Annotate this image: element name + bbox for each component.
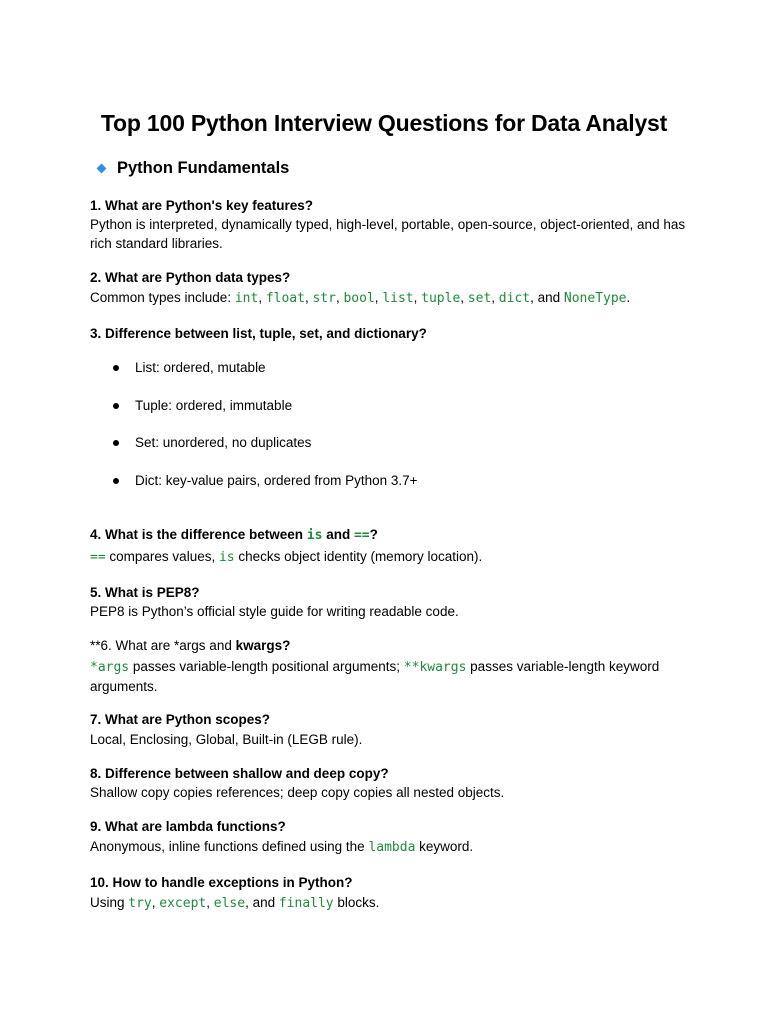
answer-9-prefix: Anonymous, inline functions defined using the bbox=[90, 839, 369, 854]
diamond-icon bbox=[97, 164, 107, 174]
question-5: 5. What is PEP8? bbox=[90, 585, 200, 600]
code-int: int bbox=[234, 291, 259, 306]
list-item bbox=[113, 360, 266, 375]
list-item-text: Set: unordered, no duplicates bbox=[135, 435, 312, 450]
separator-and: , and bbox=[530, 290, 564, 305]
code-else: else bbox=[213, 896, 246, 911]
separator: , bbox=[304, 290, 313, 305]
code-finally: finally bbox=[278, 896, 334, 911]
answer-4-text-2: checks object identity (memory location). bbox=[234, 549, 483, 564]
section-heading-label: Python Fundamentals bbox=[117, 159, 290, 177]
list-item-text: List: ordered, mutable bbox=[135, 360, 266, 375]
question-10: 10. How to handle exceptions in Python? bbox=[90, 875, 353, 890]
answer-6-text-2: passes variable-length keyword arguments. bbox=[90, 659, 660, 694]
answer-10-prefix: Using bbox=[90, 895, 129, 910]
question-4 bbox=[90, 527, 378, 543]
answer-6 bbox=[90, 657, 690, 696]
question-7: 7. What are Python scopes? bbox=[90, 712, 271, 727]
list-item bbox=[113, 398, 292, 413]
separator: , bbox=[413, 290, 422, 305]
question-4-end: ? bbox=[369, 527, 378, 542]
question-8: 8. Difference between shallow and deep copy? bbox=[90, 766, 389, 781]
code-is: is bbox=[218, 550, 235, 565]
code-args: *args bbox=[90, 660, 130, 675]
answer-2 bbox=[90, 288, 690, 308]
code-list: list bbox=[382, 291, 414, 306]
list-item-text: Tuple: ordered, immutable bbox=[135, 398, 293, 413]
answer-10 bbox=[90, 893, 690, 913]
list-item bbox=[113, 435, 311, 450]
question-4-mid: and bbox=[322, 527, 354, 542]
separator: , bbox=[491, 290, 499, 305]
answer-1: Python is interpreted, dynamically typed, high-level, portable, open-source, object-oriented, and has rich standard libraries. bbox=[90, 217, 686, 251]
code-set: set bbox=[467, 291, 492, 306]
answer-5: PEP8 is Python’s official style guide for writing readable code. bbox=[90, 604, 459, 619]
separator: , bbox=[335, 290, 344, 305]
list-item bbox=[113, 473, 418, 488]
list-item-text: Dict: key-value pairs, ordered from Python 3.7+ bbox=[135, 473, 418, 488]
separator: , bbox=[258, 290, 266, 305]
code-nonetype: NoneType bbox=[563, 291, 627, 306]
bullet-dot-icon bbox=[113, 478, 119, 484]
code-str: str bbox=[312, 291, 336, 306]
answer-7: Local, Enclosing, Global, Built-in (LEGB rule). bbox=[90, 732, 363, 747]
code-equals: == bbox=[90, 550, 106, 565]
code-float: float bbox=[265, 291, 305, 306]
question-2: 2. What are Python data types? bbox=[90, 270, 291, 285]
question-3: 3. Difference between list, tuple, set, and dictionary? bbox=[90, 326, 427, 341]
answer-9 bbox=[90, 837, 690, 857]
question-1: 1. What are Python's key features? bbox=[90, 198, 314, 213]
question-6-bold: kwargs? bbox=[235, 638, 291, 653]
code-except: except bbox=[159, 896, 207, 911]
answer-9-suffix: keyword. bbox=[415, 839, 474, 854]
separator: , bbox=[374, 290, 383, 305]
question-4-prefix: 4. What is the difference between bbox=[90, 527, 307, 542]
answer-4-text-1: compares values, bbox=[105, 549, 219, 564]
answer-6-text-1: passes variable-length positional arguments; bbox=[129, 659, 404, 674]
code-tuple: tuple bbox=[421, 291, 461, 306]
section-heading bbox=[95, 159, 289, 178]
separator: , bbox=[460, 290, 468, 305]
code-lambda: lambda bbox=[368, 840, 416, 855]
question-9: 9. What are lambda functions? bbox=[90, 819, 286, 834]
bullet-dot-icon bbox=[113, 440, 119, 446]
question-6 bbox=[90, 638, 290, 653]
answer-2-prefix: Common types include: bbox=[90, 290, 235, 305]
separator: , bbox=[206, 895, 214, 910]
answer-8: Shallow copy copies references; deep copy copies all nested objects. bbox=[90, 785, 505, 800]
answer-4 bbox=[90, 547, 690, 567]
page-title: Top 100 Python Interview Questions for Data Analyst bbox=[100, 110, 668, 136]
code-bool: bool bbox=[343, 291, 375, 306]
answer-10-suffix: blocks. bbox=[333, 895, 380, 910]
separator: , bbox=[151, 895, 160, 910]
code-try: try bbox=[128, 896, 152, 911]
code-kwargs: **kwargs bbox=[403, 660, 467, 675]
question-6-plain: **6. What are *args and bbox=[90, 638, 236, 653]
separator-and: , and bbox=[245, 895, 279, 910]
code-equals: == bbox=[353, 528, 370, 543]
code-is: is bbox=[306, 528, 323, 543]
bullet-dot-icon bbox=[113, 365, 119, 371]
bullet-dot-icon bbox=[113, 403, 119, 409]
period: . bbox=[626, 290, 631, 305]
code-dict: dict bbox=[498, 291, 531, 306]
